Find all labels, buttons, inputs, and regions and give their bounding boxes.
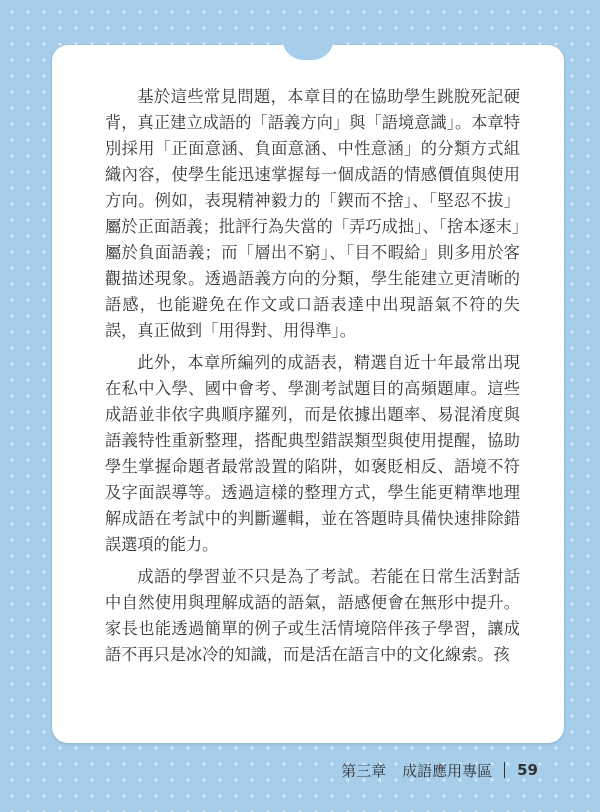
footer-chapter-title: 成語應用專區 xyxy=(402,761,493,780)
page-number: 59 xyxy=(517,761,538,779)
paragraph-2: 此外，本章所編列的成語表，精選自近十年最常出現在私中入學、國中會考、學測考試題目的高頻題庫。這些成語並非依字典順序羅列，而是依據出題率、易混淆度與語義特性重新整理，搭配典型錯誤類型與使用提醒，協助學生掌握命題者最常設置的陷阱，如褒貶相反、語境不符及字面誤導等。透過這樣的整理方式，學生能更精準地理解成語在考試中的判斷邏輯，並在答題時具備快速排除錯誤選項的能力。 xyxy=(105,353,520,554)
paragraph-1: 基於這些常見問題，本章目的在協助學生跳脫死記硬背，真正建立成語的「語義方向」與「語境意識」。本章特別採用「正面意涵、負面意涵、中性意涵」的分類方式組織內容，使學生能迅速掌握每一個成語的情感價值與使用方向。例如，表現精神毅力的「鍥而不捨」、「堅忍不拔」屬於正面語義；批評行為失當的「弄巧成拙」、「捨本逐末」屬於負面語義；而「層出不窮」、「目不暇給」則多用於客觀描述現象。透過語義方向的分類，學生能建立更清晰的語感，也能避免在作文或口語表達中出現語氣不符的失誤，真正做到「用得對、用得準」。 xyxy=(105,87,520,340)
page-footer xyxy=(341,758,538,782)
paragraph-3: 成語的學習並不只是為了考試。若能在日常生活對話中自然使用與理解成語的語氣，語感便會在無形中提升。家長也能透過簡單的例子或生活情境陪伴孩子學習，讓成語不再只是冰冷的知識，而是活在語言中的文化線索。孩 xyxy=(105,567,520,664)
footer-chapter: 第三章 xyxy=(341,761,387,780)
footer-separator xyxy=(504,762,505,778)
body-text xyxy=(105,84,520,674)
